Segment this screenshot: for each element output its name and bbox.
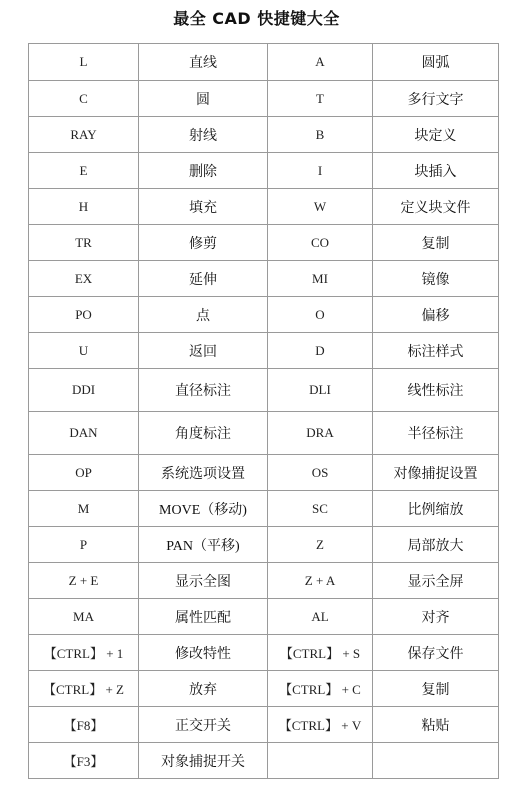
shortcut-key: MA (29, 599, 139, 635)
table-row (29, 81, 499, 117)
shortcut-key: L (29, 44, 139, 81)
command-name: 定义块文件 (373, 189, 499, 225)
command-name: 修剪 (139, 225, 268, 261)
shortcut-key: DDI (29, 369, 139, 412)
command-name: 修改特性 (139, 635, 268, 671)
shortcut-key: OP (29, 455, 139, 491)
table-row (29, 491, 499, 527)
command-name: 系统选项设置 (139, 455, 268, 491)
shortcut-key: O (268, 297, 373, 333)
shortcut-key: W (268, 189, 373, 225)
page-title: 最全 CAD 快捷键大全 (173, 9, 340, 28)
command-name: 多行文字 (373, 81, 499, 117)
shortcut-key: 【F8】 (29, 707, 139, 743)
table-row (29, 563, 499, 599)
command-name: 圆弧 (373, 44, 499, 81)
command-name: 放弃 (139, 671, 268, 707)
shortcut-key: SC (268, 491, 373, 527)
table-row (29, 225, 499, 261)
shortcut-key: 【CTRL】 + Z (29, 671, 139, 707)
table-row (29, 707, 499, 743)
table-row (29, 412, 499, 455)
shortcut-key: DRA (268, 412, 373, 455)
command-name: 半径标注 (373, 412, 499, 455)
shortcut-key: OS (268, 455, 373, 491)
table-row (29, 369, 499, 412)
shortcut-key: 【CTRL】 + C (268, 671, 373, 707)
shortcut-key: D (268, 333, 373, 369)
command-name: 块插入 (373, 153, 499, 189)
shortcut-key: TR (29, 225, 139, 261)
shortcut-key (268, 743, 373, 779)
command-name: 删除 (139, 153, 268, 189)
shortcut-key: 【F3】 (29, 743, 139, 779)
command-name: 镜像 (373, 261, 499, 297)
shortcut-key: P (29, 527, 139, 563)
command-name: 复制 (373, 225, 499, 261)
table-row (29, 153, 499, 189)
command-name: 局部放大 (373, 527, 499, 563)
command-name: 粘贴 (373, 707, 499, 743)
table-row (29, 44, 499, 81)
command-name: 复制 (373, 671, 499, 707)
table-row (29, 635, 499, 671)
table-row (29, 455, 499, 491)
shortcut-key: Z + A (268, 563, 373, 599)
shortcut-table (28, 43, 499, 779)
command-name: 直径标注 (139, 369, 268, 412)
shortcut-key: H (29, 189, 139, 225)
shortcut-key: RAY (29, 117, 139, 153)
command-name (373, 743, 499, 779)
command-name: 属性匹配 (139, 599, 268, 635)
command-name: 块定义 (373, 117, 499, 153)
shortcut-key: Z + E (29, 563, 139, 599)
shortcut-table-body (29, 44, 499, 779)
shortcut-key: Z (268, 527, 373, 563)
table-row (29, 671, 499, 707)
shortcut-key: A (268, 44, 373, 81)
command-name: 对像捕捉设置 (373, 455, 499, 491)
shortcut-key: MI (268, 261, 373, 297)
command-name: 圆 (139, 81, 268, 117)
command-name: 点 (139, 297, 268, 333)
command-name: 延伸 (139, 261, 268, 297)
table-row (29, 117, 499, 153)
shortcut-key: DLI (268, 369, 373, 412)
command-name: 线性标注 (373, 369, 499, 412)
command-name: 对象捕捉开关 (139, 743, 268, 779)
command-name: 射线 (139, 117, 268, 153)
command-name: 对齐 (373, 599, 499, 635)
command-name: 填充 (139, 189, 268, 225)
command-name: 显示全图 (139, 563, 268, 599)
command-name: 标注样式 (373, 333, 499, 369)
command-name: 偏移 (373, 297, 499, 333)
command-name: PAN（平移) (139, 527, 268, 563)
command-name: MOVE（移动) (139, 491, 268, 527)
command-name: 直线 (139, 44, 268, 81)
table-row (29, 333, 499, 369)
command-name: 显示全屏 (373, 563, 499, 599)
shortcut-key: PO (29, 297, 139, 333)
shortcut-key: 【CTRL】 + 1 (29, 635, 139, 671)
table-row (29, 297, 499, 333)
shortcut-key: AL (268, 599, 373, 635)
command-name: 正交开关 (139, 707, 268, 743)
shortcut-key: U (29, 333, 139, 369)
shortcut-key: EX (29, 261, 139, 297)
shortcut-key: DAN (29, 412, 139, 455)
shortcut-key: I (268, 153, 373, 189)
command-name: 保存文件 (373, 635, 499, 671)
shortcut-key: B (268, 117, 373, 153)
table-row (29, 189, 499, 225)
shortcut-key: E (29, 153, 139, 189)
shortcut-key: C (29, 81, 139, 117)
table-row (29, 261, 499, 297)
table-row (29, 527, 499, 563)
shortcut-key: T (268, 81, 373, 117)
command-name: 角度标注 (139, 412, 268, 455)
table-row (29, 743, 499, 779)
command-name: 返回 (139, 333, 268, 369)
shortcut-key: 【CTRL】 + V (268, 707, 373, 743)
command-name: 比例缩放 (373, 491, 499, 527)
shortcut-key: 【CTRL】 + S (268, 635, 373, 671)
table-row (29, 599, 499, 635)
shortcut-key: M (29, 491, 139, 527)
shortcut-key: CO (268, 225, 373, 261)
